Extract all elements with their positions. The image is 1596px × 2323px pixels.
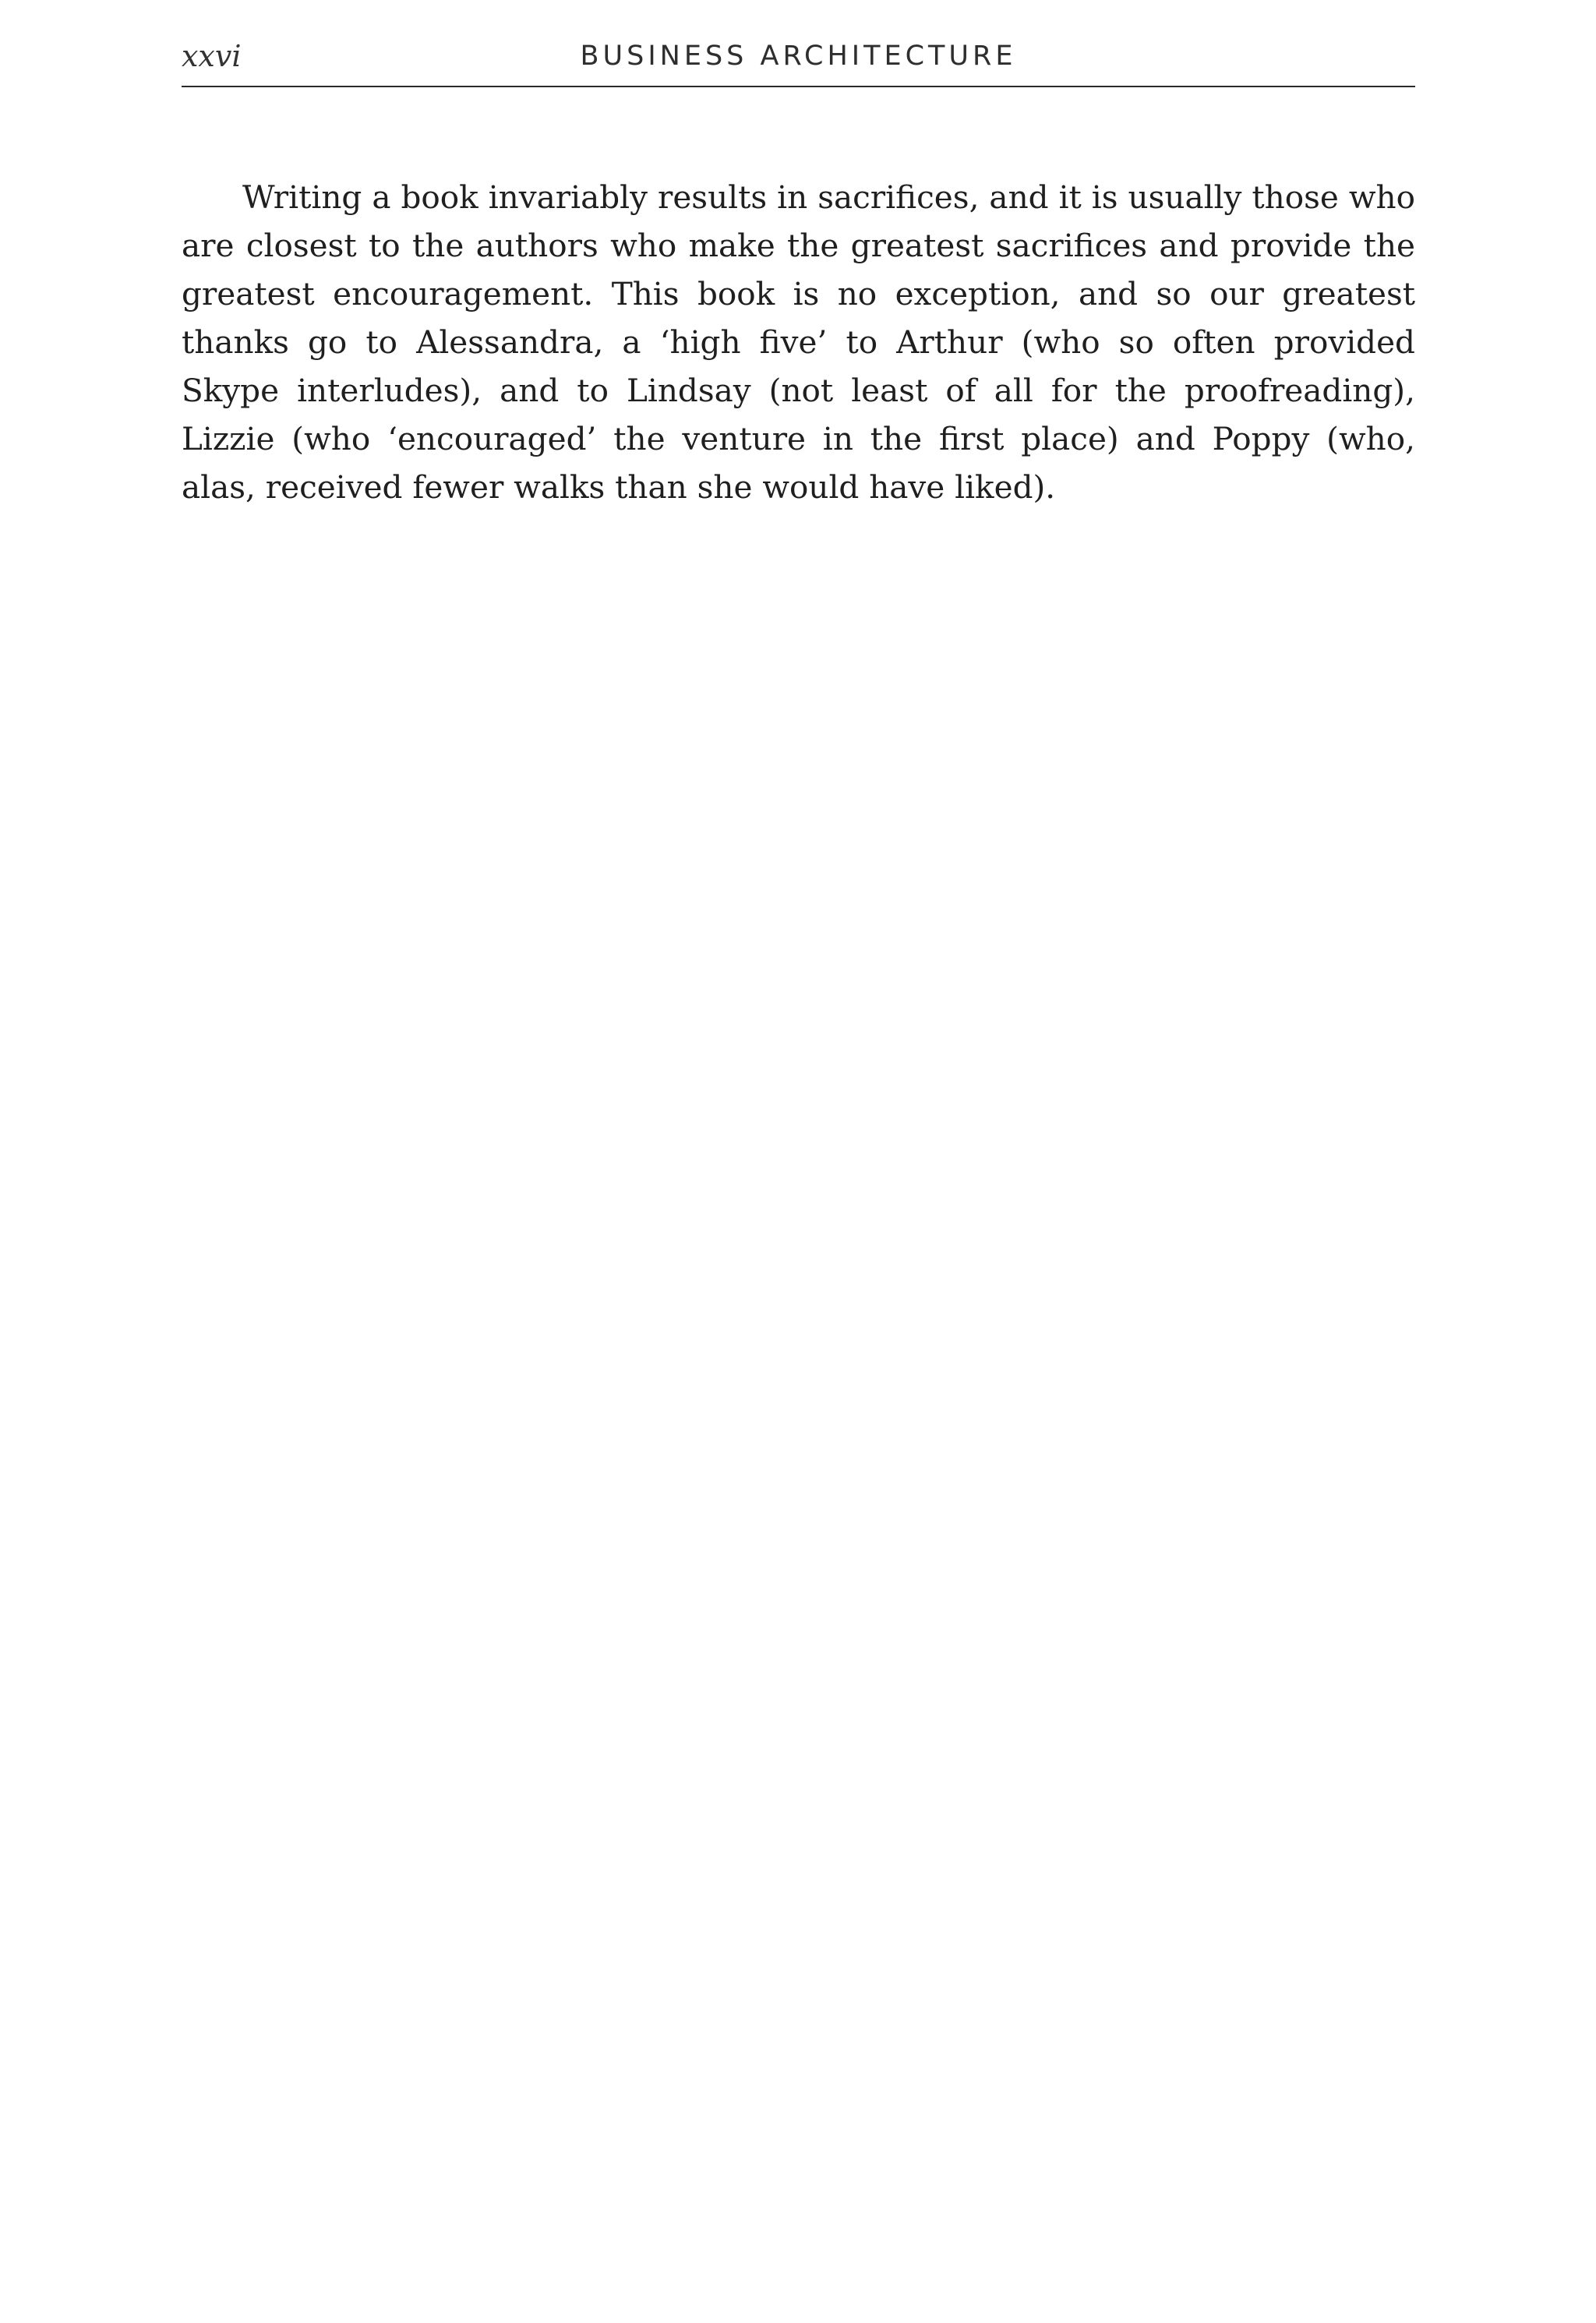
- acknowledgement-paragraph: Writing a book invariably results in sacrifices, and it is usually those who are closest to the authors who make the greatest sacrifices and provide the greatest encouragement. This book is no exception, and so our greatest thanks go to Alessandra, a ‘high five’ to Arthur (who so often provided Skype interludes), and to Lindsay (not least of all for the proofreading), Lizzie (who ‘encouraged’ the venture in the first place) and Poppy (who, alas, received fewer walks than she would have liked).: [182, 178, 1415, 506]
- book-title: BUSINESS ARCHITECTURE: [580, 41, 1017, 72]
- page-number: xxvi: [182, 39, 242, 73]
- running-header: [182, 31, 1415, 87]
